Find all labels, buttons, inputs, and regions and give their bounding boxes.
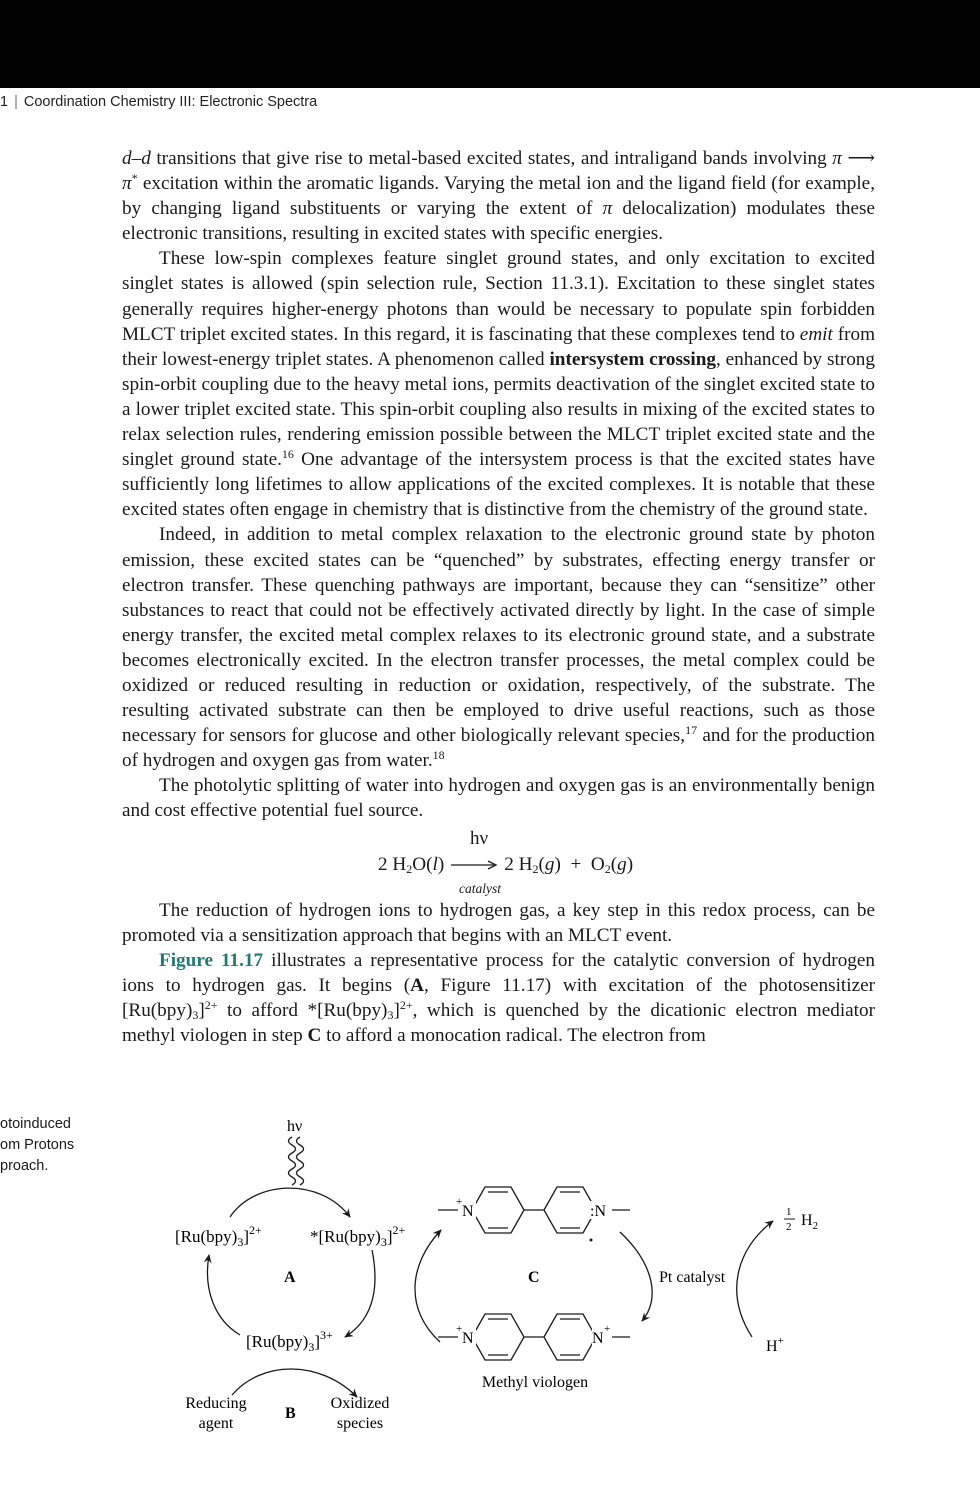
pt-transfer-arrow [620, 1232, 652, 1321]
pi-symbol: π [832, 148, 842, 169]
bracket: ] [393, 999, 400, 1021]
p2-text-c: , enhanced by strong spin-orbit coupling due to the heavy metal ions, permits deactivation of the singlet excited state to a lower triplet excited state. This spin-orbit coupling also results in mixing of the excited states to relax selection rules, rendering emission possible between the MLCT triplet excited state and the singlet ground state. [122, 348, 875, 471]
reduction-arrow [207, 1255, 240, 1335]
eq-paren: ( [538, 853, 545, 875]
sub-3: 3 [192, 1007, 199, 1022]
catalytic-cycle-figure [0, 1105, 980, 1445]
equation-hv: hν [470, 827, 489, 849]
reducing-agent-line-2: agent [198, 1415, 234, 1432]
p6-text-g: to afford a monocation radical. The electron from [321, 1025, 706, 1046]
eq-sub: 2 [406, 861, 413, 876]
h2-evolution-arrow [737, 1221, 773, 1337]
paragraph-3 [122, 522, 875, 773]
header-separator: | [14, 94, 18, 110]
pi-symbol: π [602, 198, 613, 220]
paragraph-4: The photolytic splitting of water into hydrogen and oxygen gas is an environmentally benign and cost effective potential fuel source. [122, 775, 875, 822]
eq-sub: 2 [604, 861, 611, 876]
oxidized-species-line-2: species [336, 1415, 384, 1432]
eq-liquid: l [432, 853, 438, 875]
p1-text-c: excitation within the aromatic ligands. Varying the metal ion and the ligand field (for example, by changing ligand substituents or varying the extent of [122, 173, 875, 220]
eq-gas: g [544, 853, 555, 875]
p2-text-b: from their lowest-energy triplet states. A phenomenon called [122, 323, 875, 370]
emit-italic: emit [799, 323, 833, 345]
radical-dot [590, 1239, 593, 1242]
ru-bpy-excited: $*[Ru(bpy)_3]^{2+}$ [310, 1223, 406, 1249]
nitrogen-plus: + [456, 1323, 463, 1335]
half-denominator: 2 [786, 1221, 792, 1233]
paragraph-6 [122, 948, 875, 1048]
caption-line-2: om Protons [0, 1137, 75, 1153]
star-superscript: * [131, 171, 138, 186]
eq-product-h2: 2 H [504, 853, 533, 875]
nitrogen-plus: + [604, 1323, 611, 1335]
p6-text-d: to afford *[Ru(bpy) [217, 999, 388, 1021]
step-a-bold: A [410, 974, 425, 996]
eq-product-o2: ) + O [554, 853, 605, 875]
caption-line-3: proach. [0, 1158, 49, 1174]
page-number: 1 [0, 94, 9, 110]
eq-paren: ) [437, 853, 445, 875]
top-black-band [0, 0, 980, 88]
equation-row [378, 852, 633, 877]
step-b-label: B [285, 1405, 296, 1422]
hydrogen-gas-label: $H_2$ [801, 1212, 819, 1232]
bracket: ] [198, 999, 205, 1021]
p3-text-a: Indeed, in addition to metal complex relaxation to the electronic ground state by photon emission, these excited states can be “quenched” by substrates, effecting energy transfer or electron transfer. These quenching pathways are important, because they can “sensitize” other substances to react that could not be effectively activated directly by light. In the case of simple energy transfer, the excited metal complex relaxes to its electronic ground state, and a substrate becomes electronically excited. In the electron transfer processes, the metal complex could be oxidized or reduced resulting in reduction or oxidation, respectively, of the substrate. The resulting activated substrate can then be employed to drive useful reactions, such as those necessary for sensors for glucose and other biologically relevant species, [122, 524, 875, 747]
charge-2plus: 2+ [399, 997, 413, 1012]
intersystem-crossing-term: intersystem crossing [549, 348, 716, 370]
transition-arrow: ⟶ [841, 148, 876, 169]
excitation-arrow [230, 1188, 350, 1217]
ru-bpy-3plus: $[Ru(bpy)_3]^{3+}$ [246, 1328, 333, 1354]
sub-3: 3 [387, 1007, 394, 1022]
paragraph-1 [122, 146, 875, 246]
paragraph-5: The reduction of hydrogen ions to hydrogen gas, a key step in this redox process, can be promoted via a sensitization approach that begins with an MLCT event. [122, 899, 875, 946]
eq-sub: 2 [532, 861, 539, 876]
nitrogen-plus: + [456, 1196, 463, 1208]
half-numerator: 1 [786, 1206, 792, 1218]
pt-catalyst-label: Pt catalyst [659, 1269, 726, 1286]
reducing-agent-line-1: Reducing [185, 1395, 247, 1412]
eq-reactant-b: O( [412, 853, 433, 875]
p1-text-d: delocalization) modulates these electronic transitions, resulting in excited states with specific energies. [122, 198, 875, 245]
water-splitting-equation [122, 828, 875, 898]
eq-paren: ) [626, 853, 634, 875]
radical-nitrogen-label: :N [590, 1203, 606, 1220]
p2-text-d: One advantage of the intersystem process is that the excited states have sufficiently long lifetimes to allow applications of the excited complexes. It is notable that these excited states often engage in chemistry that is distinctive from the chemistry of the ground state. [122, 449, 875, 521]
figure-hv: hν [287, 1118, 303, 1135]
wavy-photon-icon [289, 1137, 296, 1185]
main-text [122, 146, 875, 1048]
p1-text-b: transitions that give rise to metal-based excited states, and intraligand bands involving [150, 148, 833, 169]
pi-symbol: π [122, 173, 132, 195]
charge-2plus: 2+ [204, 997, 218, 1012]
redox-b-arrow [232, 1369, 357, 1397]
p6-text-f: , which is quenched by the dicationic electron mediator methyl viologen in step [122, 999, 875, 1046]
step-c-bold: C [307, 1025, 322, 1046]
p6-text-a: illustrates a representative process for the catalytic conversion of hydrogen ions to hydrogen gas. It begins ( [122, 949, 875, 996]
methyl-viologen-label: Methyl viologen [481, 1374, 589, 1391]
quench-arrow [345, 1250, 375, 1337]
p2-text-a: These low-spin complexes feature singlet ground states, and only excitation to excited singlet states is allowed (spin selection rule, Section 11.3.1). Excitation to these singlet states generally requires higher-energy photons than would be necessary to populate spin forbidden MLCT triplet excited states. In this regard, it is fascinating that these complexes tend to [122, 248, 875, 345]
reaction-arrow [450, 855, 498, 875]
reaction-arrow-icon [450, 855, 498, 875]
running-header [0, 94, 317, 114]
chapter-title: Coordination Chemistry III: Electronic Spectra [23, 94, 318, 110]
nitrogen-label: N [462, 1330, 474, 1347]
paragraph-2 [122, 246, 875, 522]
eq-gas: g [617, 853, 627, 875]
electron-transfer-arrow [415, 1230, 441, 1342]
reference-16: 16 [281, 447, 294, 462]
nitrogen-label: N [462, 1203, 474, 1220]
oxidized-species-line-1: Oxidized [330, 1395, 390, 1412]
p6-text-b: , Figure 11.17) with excitation of the photosensitizer [Ru(bpy) [122, 974, 875, 1021]
proton-label: H+ [766, 1335, 784, 1355]
step-a-label: A [284, 1269, 296, 1286]
equation-catalyst: catalyst [459, 880, 501, 896]
caption-line-1: otoinduced [0, 1116, 71, 1132]
p3-text-b: and for the production of hydrogen and oxygen gas from water. [122, 725, 875, 772]
step-c-label: C [528, 1269, 540, 1286]
eq-paren: ( [610, 853, 618, 875]
figure-link[interactable]: Figure 11.17 [159, 949, 264, 971]
nitrogen-label: N [592, 1330, 604, 1347]
reference-17: 17 [685, 723, 698, 738]
ru-bpy-2plus: $[Ru(bpy)_3]^{2+}$ [175, 1223, 262, 1249]
d-d-term: d–d [122, 148, 151, 169]
wavy-photon-icon [297, 1137, 304, 1185]
eq-reactant: 2 H [378, 853, 407, 875]
reference-18: 18 [432, 748, 445, 763]
